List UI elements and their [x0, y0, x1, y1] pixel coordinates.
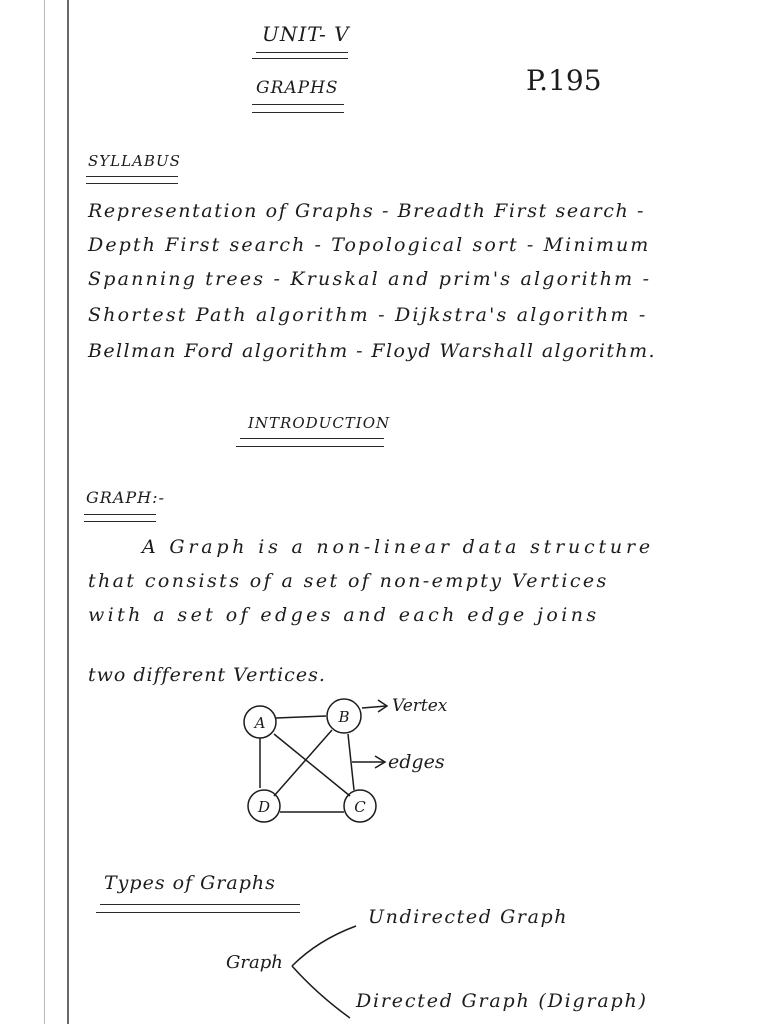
node-b-circle: [327, 699, 361, 733]
syllabus-underline: [86, 176, 178, 177]
branch-lower: [292, 966, 350, 1018]
edge-a-b: [276, 716, 326, 718]
types-root: Graph: [226, 952, 283, 973]
node-b-label: B: [338, 708, 350, 726]
vertex-arrow: [362, 706, 386, 708]
page-title: GRAPHS: [256, 78, 339, 98]
types-underline: [100, 904, 300, 905]
edge-b-d: [274, 730, 332, 796]
margin-line-faint: [44, 0, 45, 1024]
page-reference: P.195: [526, 64, 602, 97]
graph-underline-2: [84, 521, 156, 522]
syllabus-line: Spanning trees - Kruskal and prim's algorithm -: [88, 268, 652, 290]
unit-underline-2: [252, 58, 348, 59]
edge-a-c: [274, 734, 350, 796]
syllabus-line: Shortest Path algorithm - Dijkstra's algorithm -: [88, 304, 648, 326]
graph-definition-line: two different Vertices.: [88, 664, 326, 686]
syllabus-line: Depth First search - Topological sort - Minimum: [88, 234, 651, 256]
node-c-label: C: [354, 798, 366, 816]
branch-upper: [292, 926, 356, 966]
node-d-label: D: [257, 798, 271, 816]
types-branch-undirected: Undirected Graph: [368, 906, 569, 928]
syllabus-line: Representation of Graphs - Breadth First search -: [88, 200, 646, 222]
syllabus-underline-2: [86, 183, 178, 184]
types-branch-directed: Directed Graph (Digraph): [356, 990, 648, 1012]
graph-definition-line: that consists of a set of non-empty Vertices: [88, 570, 609, 592]
edge-b-c: [348, 734, 354, 790]
node-a-label: A: [254, 714, 266, 732]
edges-arrow-head: [375, 756, 385, 768]
graph-heading: GRAPH:-: [86, 488, 165, 507]
title-underline-2: [252, 112, 344, 113]
unit-underline: [256, 52, 348, 53]
edges-label: edges: [388, 751, 445, 773]
syllabus-heading: SYLLABUS: [88, 152, 181, 170]
graph-definition-line: with a set of edges and each edge joins: [88, 604, 600, 626]
types-heading: Types of Graphs: [104, 872, 276, 894]
unit-heading: UNIT- V: [262, 22, 350, 46]
node-c-circle: [344, 790, 376, 822]
node-a-circle: [244, 706, 276, 738]
vertex-label: Vertex: [392, 696, 448, 716]
title-underline: [252, 104, 344, 105]
margin-line: [67, 0, 69, 1024]
vertex-arrow-head: [378, 700, 387, 712]
introduction-heading: INTRODUCTION: [248, 414, 391, 432]
introduction-underline-2: [236, 446, 384, 447]
syllabus-line: Bellman Ford algorithm - Floyd Warshall algorithm.: [88, 340, 656, 362]
node-d-circle: [248, 790, 280, 822]
types-underline-2: [96, 912, 300, 913]
graph-definition-line: A Graph is a non-linear data structure: [142, 536, 654, 558]
introduction-underline: [240, 438, 384, 439]
graph-underline: [84, 514, 156, 515]
